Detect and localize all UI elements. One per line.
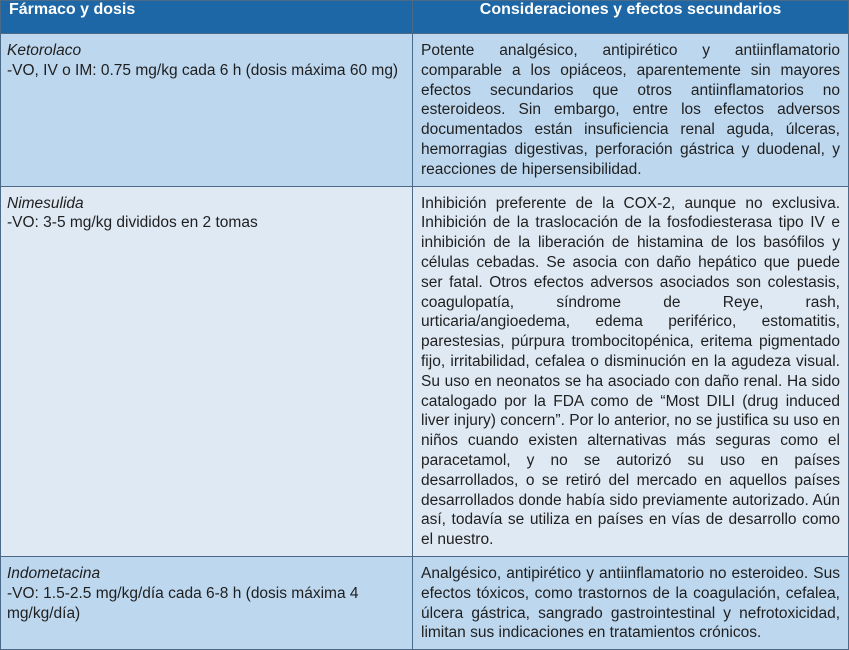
drug-name: Nimesulida	[7, 194, 84, 212]
table-row	[1, 186, 849, 556]
considerations-cell: Analgésico, antipirético y antiinflamatorio no esteroideo. Sus efectos tóxicos, como trastornos de la coagulación, cefalea, úlcera gástrica, sangrado gastrointestinal y nefrotoxicidad, limitan sus indicaciones en tratamientos crónicos.	[413, 556, 849, 649]
table-header-row	[1, 1, 849, 34]
drug-dose: -VO: 1.5-2.5 mg/kg/día cada 6-8 h (dosis máxima 4 mg/kg/día)	[7, 584, 359, 622]
header-drug-dose: Fármaco y dosis	[1, 1, 413, 34]
drug-cell	[1, 186, 413, 556]
considerations-cell: Inhibición preferente de la COX-2, aunque no exclusiva. Inhibición de la traslocación de la fosfodiesterasa tipo IV e inhibición de la liberación de histamina de los basófilos y células cebadas. Se asocia con daño hepático que puede ser fatal. Otros efectos adversos asociados son colestasis, coagulopatía, síndrome de Reye, rash, urticaria/angioedema, edema periférico, estomatitis, parestesias, púrpura trombocitopénica, eritema pigmentado fijo, irritabilidad, cefalea o disminución en la agudeza visual. Su uso en neonatos se ha asociado con daño renal. Ha sido catalogado por la FDA como de “Most DILI (drug induced liver injury) concern”. Por lo anterior, no se justifica su uso en niños cuando existen alternativas más seguras como el paracetamol, y no se autorizó su uso en países desarrollados, o se retiró del mercado en aquellos países desarrollados donde había sido previamente autorizado. Aún así, todavía se utiliza en países en vías de desarrollo como el nuestro.	[413, 186, 849, 556]
table-row	[1, 34, 849, 187]
drug-dose: -VO, IV o IM: 0.75 mg/kg cada 6 h (dosis máxima 60 mg)	[7, 61, 399, 79]
header-considerations: Consideraciones y efectos secundarios	[413, 1, 849, 34]
drug-name: Indometacina	[7, 564, 101, 582]
considerations-cell: Potente analgésico, antipirético y antiinflamatorio comparable a los opiáceos, aparentemente sin mayores efectos secundarios que otros antiinflamatorios no esteroideos. Sin embargo, entre los efectos adversos documentados están insuficiencia renal aguda, úlceras, hemorragias digestivas, perforación gástrica y duodenal, y reacciones de hipersensibilidad.	[413, 34, 849, 187]
table-row	[1, 556, 849, 649]
drug-dose: -VO: 3-5 mg/kg divididos en 2 tomas	[7, 214, 258, 232]
drug-cell	[1, 556, 413, 649]
drug-name: Ketorolaco	[7, 42, 82, 59]
drug-cell	[1, 34, 413, 187]
